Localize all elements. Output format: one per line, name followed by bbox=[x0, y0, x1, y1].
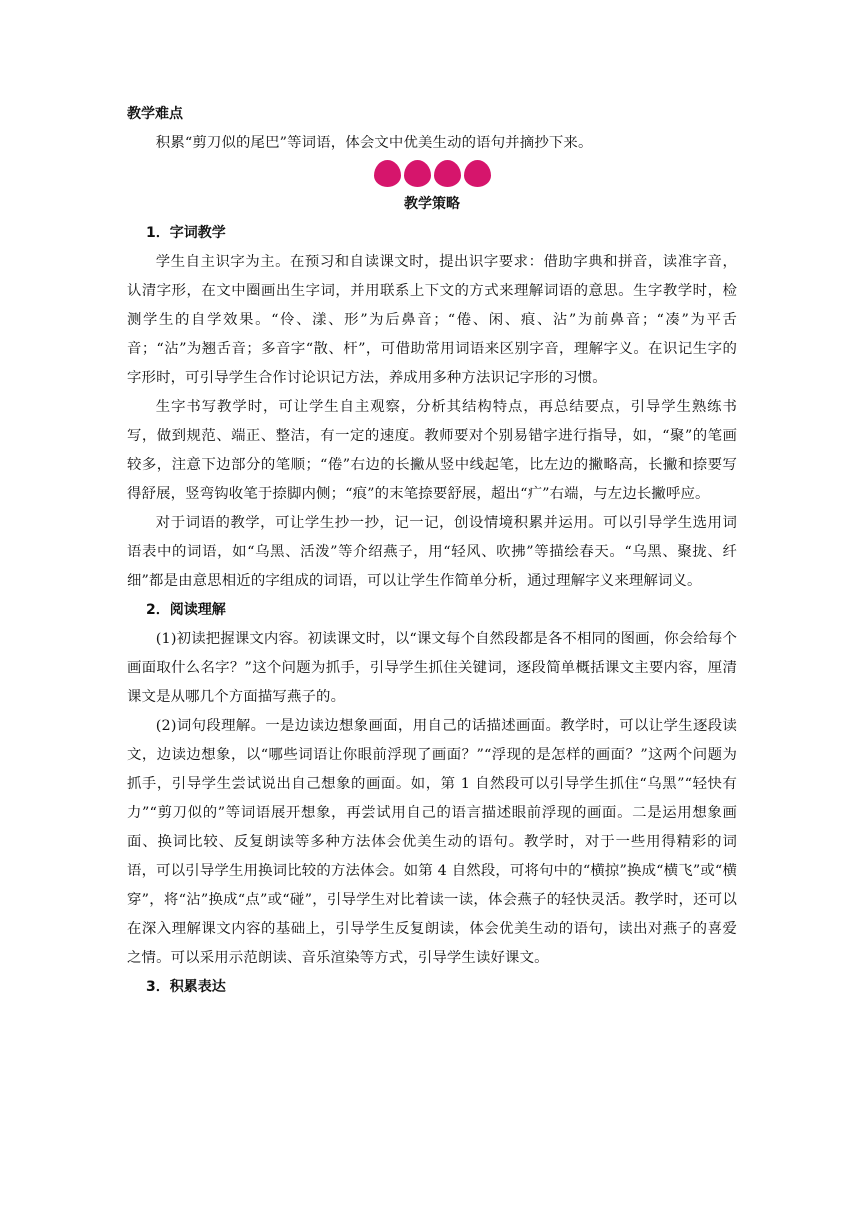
petal-icon bbox=[404, 160, 431, 187]
paragraph: 学生自主识字为主。在预习和自读课文时，提出识字要求：借助字典和拼音，读准字音，认清字形，在文中圈画出生字词，并用联系上下文的方式来理解词语的意思。生字教学时，检测学生的自学效果。“伶、漾、形”为后鼻音；“倦、闲、痕、沾”为前鼻音；“凑”为平舌音；“沾”为翘舌音；多音字“散、杆”，可借助常用词语来区别字音，理解字义。在识记生字的字形时，可引导学生合作讨论识记方法，养成用多种方法识记字形的习惯。 bbox=[127, 254, 737, 386]
section-heading: 1．字词教学 bbox=[146, 225, 226, 241]
paragraph: 对于词语的教学，可让学生抄一抄，记一记，创设情境积累并运用。可以引导学生选用词语表中的词语，如“乌黑、活泼”等介绍燕子，用“轻风、吹拂”等描绘春天。“乌黑、聚拢、纤细”都是由意思相近的字组成的词语，可以让学生作简单分析，通过理解字义来理解词义。 bbox=[127, 515, 737, 589]
section-heading: 3．积累表达 bbox=[146, 979, 226, 995]
paragraph: (1)初读把握课文内容。初读课文时，以“课文每个自然段都是各不相同的图画，你会给每个画面取什么名字？”这个问题为抓手，引导学生抓住关键词，逐段简单概括课文主要内容，厘清课文是从哪几个方面描写燕子的。 bbox=[127, 631, 737, 705]
section-heading: 2．阅读理解 bbox=[146, 602, 226, 618]
difficulty-heading: 教学难点 bbox=[127, 106, 183, 122]
decorative-petal-badge bbox=[127, 160, 737, 188]
petal-icon bbox=[434, 160, 461, 187]
difficulty-text: 积累“剪刀似的尾巴”等词语，体会文中优美生动的语句并摘抄下来。 bbox=[155, 135, 593, 151]
paragraph: 生字书写教学时，可让学生自主观察，分析其结构特点，再总结要点，引导学生熟练书写，做到规范、端正、整洁，有一定的速度。教师要对个别易错字进行指导，如，“聚”的笔画较多，注意下边部分的笔顺；“倦”右边的长撇从竖中线起笔，比左边的撇略高，长撇和捺要写得舒展，竖弯钩收笔于捺脚内侧；“痕”的末笔捺要舒展，超出“疒”右端，与左边长撇呼应。 bbox=[127, 399, 737, 502]
paragraph: (2)词句段理解。一是边读边想象画面，用自己的话描述画面。教学时，可以让学生逐段读文，边读边想象，以“哪些词语让你眼前浮现了画面？”“浮现的是怎样的画面？”这两个问题为抓手，引导学生尝试说出自己想象的画面。如，第 1 自然段可以引导学生抓住“乌黑”“轻快有力”“剪刀似的”等词语展开想象，再尝试用自己的语言描述眼前浮现的画面。二是运用想象画面、换词比较、反复朗读等多种方法体会优美生动的语句。教学时，对于一些用得精彩的词语，可以引导学生用换词比较的方法体会。如第 4 自然段，可将句中的“横掠”换成“横飞”或“横穿”，将“沾”换成“点”或“碰”，引导学生对比着读一读，体会燕子的轻快灵活。教学时，还可以在深入理解课文内容的基础上，引导学生反复朗读，体会优美生动的语句，读出对燕子的喜爱之情。可以采用示范朗读、音乐渲染等方式，引导学生读好课文。 bbox=[127, 718, 737, 966]
petal-icon bbox=[464, 160, 491, 187]
strategy-title: 教学策略 bbox=[404, 196, 460, 212]
petal-icon bbox=[374, 160, 401, 187]
document-content bbox=[127, 100, 737, 1002]
